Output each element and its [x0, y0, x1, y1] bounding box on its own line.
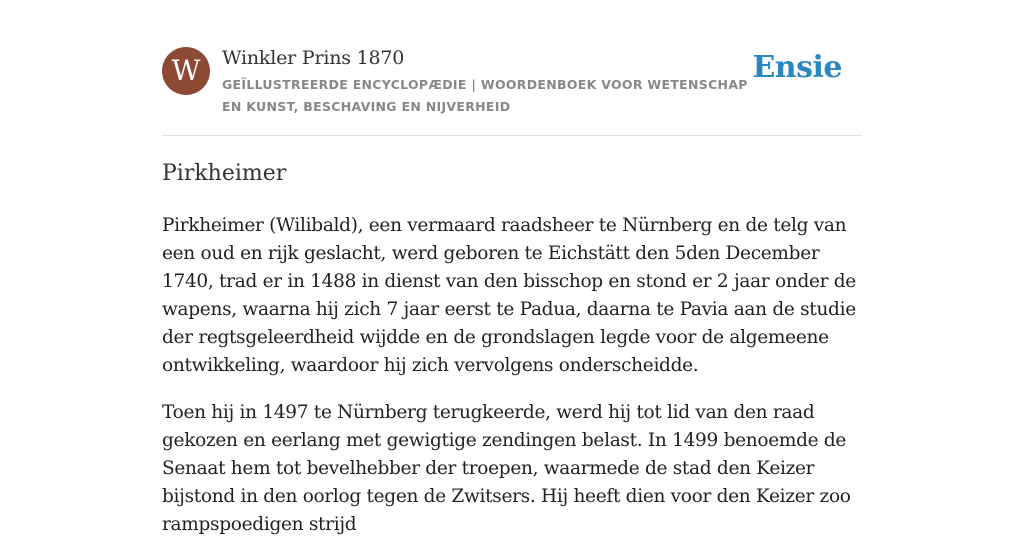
source-header [162, 44, 862, 124]
article-paragraph: Toen hij in 1497 te Nürnberg terugkeerde, werd hij tot lid van den raad gekozen en eerlang met gewigtige zendingen belast. In 1499 benoemde de Senaat hem tot bevelhebber der troepen, waarmede de stad den Keizer bijstond in den oorlog tegen de Zwitsers. Hij heeft dien voor den Keizer zoo rampspoedigen strijd [162, 402, 851, 535]
ensie-logo-link[interactable]: Ensie [752, 50, 842, 85]
source-title-block [222, 44, 752, 118]
source-avatar[interactable]: W [162, 47, 210, 95]
source-subtitle: GEÏLLUSTREERDE ENCYCLOPÆDIE | WOORDENBOEK VOOR WETENSCHAP EN KUNST, BESCHAVING EN NIJVERHEID [222, 77, 748, 114]
source-title[interactable]: Winkler Prins 1870 [222, 47, 405, 69]
article-paragraph: Pirkheimer (Wilibald), een vermaard raadsheer te Nürnberg en de telg van een oud en rijk geslacht, werd geboren te Eichstätt den 5den December 1740, trad er in 1488 in dienst van den bisschop en stond er 2 jaar onder de wapens, waarna hij zich 7 jaar eerst te Padua, daarna te Pavia aan de studie der regtsgeleerdheid wijdde en de grondslagen legde voor de algemeene ontwikkeling, waardoor hij zich vervolgens onderscheidde. [162, 215, 856, 376]
article [162, 158, 862, 539]
article-title: Pirkheimer [162, 161, 287, 186]
header-divider [162, 135, 862, 136]
